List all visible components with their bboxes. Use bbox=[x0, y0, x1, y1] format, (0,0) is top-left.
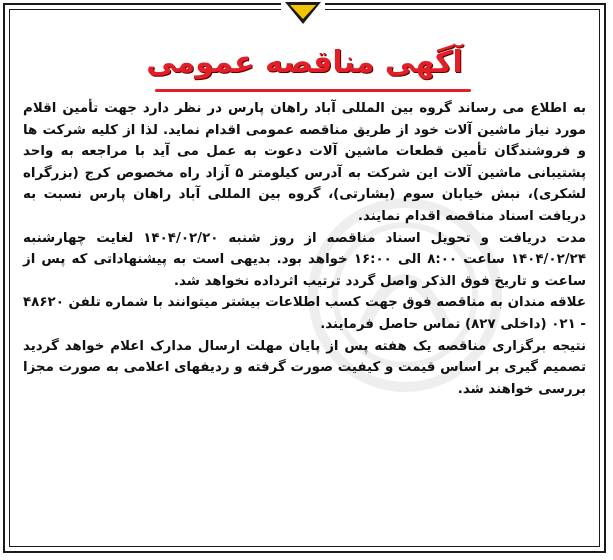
notice-paragraph-1: به اطلاع می رساند گروه بین المللی آباد راهان پارس در نظر دارد جهت تأمین اقلام مورد نیاز ماشین آلات خود از طریق مناقصه عمومی اقدام نماید. لذا از کلیه شرکت ها و فروشندگان تأمین قطعات ماشین آلات دعوت به عمل می آید با مراجعه به واحد پشتیبانی ماشین آلات این شرکت به آدرس کیلومتر ۵ آزاد راه مخصوص کرج (بزرگراه لشکری)، نبش خیابان سوم (بشارتی)، گروه بین المللی آباد راهان پارس نسبت به دریافت اسناد مناقصه اقدام نمایند. bbox=[23, 101, 586, 224]
notice-paragraph-3: علاقه مندان به مناقصه فوق جهت کسب اطلاعات بیشتر میتوانند با شماره تلفن ۴۸۶۲۰ - ۰۲۱ (داخلی ۸۲۷) تماس حاصل فرمایند. bbox=[23, 295, 586, 332]
notice-paragraph-4: نتیجه برگزاری مناقصه یک هفته پس از پایان مهلت ارسال مدارک اعلام خواهد گردید تصمیم گیری بر اساس قیمت و کیفیت صورت گرفته و ردیفهای اعلامی به صورت مجزا بررسی خواهند شد. bbox=[23, 338, 586, 397]
triangle-down-icon bbox=[281, 0, 325, 28]
notice-body bbox=[23, 98, 586, 400]
notice-frame bbox=[3, 3, 606, 553]
title-underline bbox=[155, 89, 471, 92]
notice-title: آگهی مناقصه عمومی bbox=[146, 45, 463, 80]
notice-paragraph-2: مدت دریافت و تحویل اسناد مناقصه از روز شنبه ۱۴۰۴/۰۲/۲۰ لغایت چهارشنبه ۱۴۰۴/۰۲/۲۴ ساعت ۸:۰۰ الی ۱۶:۰۰ خواهد بود. بدیهی است به پیشنهاداتی که پس از ساعت و تاریخ فوق الذکر واصل گردد ترتیب اثرداده نخواهد شد. bbox=[23, 230, 586, 289]
